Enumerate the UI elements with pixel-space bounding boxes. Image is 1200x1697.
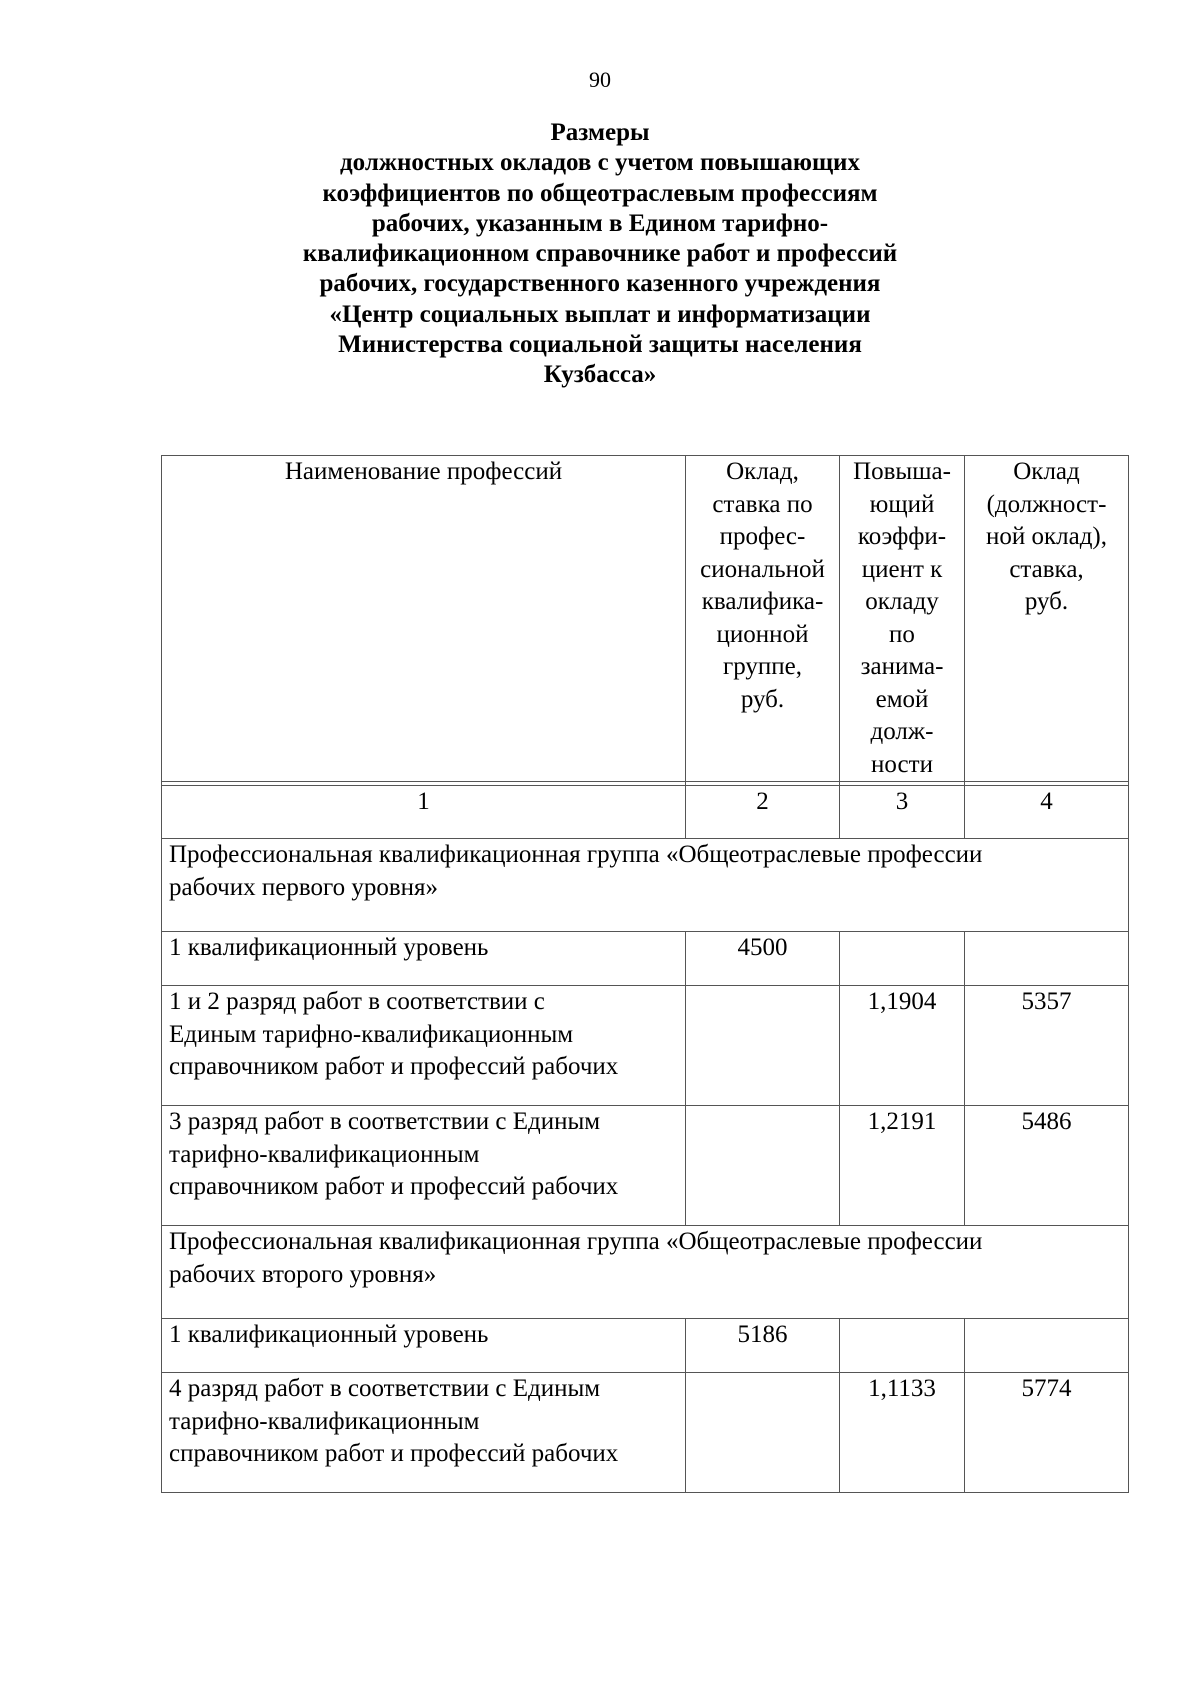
- title-line: коэффициентов по общеотраслевым профессиям: [322, 179, 878, 207]
- header-line: руб.: [1024, 588, 1069, 615]
- header-line: ности: [871, 750, 933, 778]
- header-line: Оклад,: [726, 458, 799, 485]
- rank-coefficient: 1,1133: [840, 1373, 965, 1493]
- rank-line: справочником работ и профессий рабочих: [169, 1053, 619, 1080]
- title-line: «Центр социальных выплат и информатизации: [329, 300, 871, 328]
- rank-description: [162, 1106, 686, 1226]
- header-line: (должност-: [986, 490, 1107, 518]
- header-line: емой: [875, 685, 929, 713]
- header-line: сиональной: [700, 555, 825, 583]
- group-title-line: рабочих второго уровня»: [169, 1260, 437, 1288]
- group-title: [162, 1226, 1129, 1319]
- header-line: ющий: [869, 490, 935, 518]
- page-number: 90: [589, 67, 611, 92]
- level-salary: 4500: [686, 932, 840, 986]
- column-number: 2: [686, 786, 840, 839]
- title-line: Размеры: [550, 119, 650, 146]
- rank-line: 3 разряд работ в соответствии с Единым: [169, 1108, 601, 1135]
- title-line: квалификационном справочнике работ и профессий: [302, 240, 898, 268]
- rank-line: 1 и 2 разряд работ в соответствии с: [169, 988, 545, 1015]
- salary-table: [161, 455, 1129, 1493]
- rank-description: [162, 986, 686, 1106]
- header-line: Повыша-: [853, 458, 951, 485]
- header-line: окладу: [865, 588, 939, 615]
- rank-row: [162, 1106, 1129, 1226]
- header-line: Наименование профессий: [284, 458, 563, 485]
- header-line: ставка,: [1009, 555, 1084, 583]
- title-line: Кузбасса»: [543, 361, 657, 389]
- group-title-line: рабочих первого уровня»: [169, 873, 439, 901]
- title-line: Министерства социальной защиты населения: [338, 331, 862, 359]
- table-header-row: [162, 456, 1129, 782]
- header-line: группе,: [722, 653, 803, 680]
- level-salary: 5186: [686, 1319, 840, 1373]
- header-profession-name: [162, 456, 686, 782]
- column-number-row: [162, 786, 1129, 839]
- title-line: рабочих, государственного казенного учреждения: [319, 270, 881, 298]
- rank-line: тарифно-квалификационным: [169, 1140, 480, 1168]
- level-name: 1 квалификационный уровень: [162, 1319, 686, 1373]
- header-coefficient: [840, 456, 965, 782]
- header-line: ной оклад),: [985, 523, 1108, 550]
- header-total-salary: [965, 456, 1129, 782]
- level-row: [162, 1319, 1129, 1373]
- column-number: 4: [965, 786, 1129, 839]
- title-line: должностных окладов с учетом повышающих: [340, 149, 860, 177]
- rank-description: [162, 1373, 686, 1493]
- group-title-line: Профессиональная квалификационная группа «Общеотраслевые профессии: [169, 1228, 983, 1255]
- header-line: руб.: [740, 685, 785, 713]
- rank-coefficient: 1,1904: [840, 986, 965, 1106]
- header-line: квалифика-: [701, 588, 824, 615]
- rank-total: 5774: [965, 1373, 1129, 1493]
- header-line: ционной: [716, 620, 809, 648]
- header-line: занима-: [860, 653, 944, 680]
- header-line: профес-: [719, 523, 806, 550]
- header-line: ставка по: [712, 490, 813, 518]
- header-base-salary: [686, 456, 840, 782]
- rank-line: 4 разряд работ в соответствии с Единым: [169, 1375, 601, 1402]
- rank-row: [162, 986, 1129, 1106]
- level-row: [162, 932, 1129, 986]
- column-number: 3: [840, 786, 965, 839]
- header-line: коэффи-: [857, 523, 947, 550]
- header-line: циент к: [861, 555, 943, 583]
- header-line: по: [889, 620, 915, 648]
- group-title: [162, 839, 1129, 932]
- rank-coefficient: 1,2191: [840, 1106, 965, 1226]
- level-name: 1 квалификационный уровень: [162, 932, 686, 986]
- header-line: Оклад: [1013, 458, 1080, 485]
- rank-line: Единым тарифно-квалификационным: [169, 1020, 574, 1048]
- rank-row: [162, 1373, 1129, 1493]
- rank-line: справочником работ и профессий рабочих: [169, 1440, 619, 1467]
- group-row: [162, 839, 1129, 932]
- rank-total: 5357: [965, 986, 1129, 1106]
- rank-line: тарифно-квалификационным: [169, 1407, 480, 1435]
- header-line: долж-: [870, 718, 934, 745]
- rank-line: справочником работ и профессий рабочих: [169, 1173, 619, 1200]
- title-line: рабочих, указанным в Едином тарифно-: [371, 209, 829, 237]
- document-title: [200, 118, 1000, 391]
- group-title-line: Профессиональная квалификационная группа «Общеотраслевые профессии: [169, 841, 983, 868]
- column-number: 1: [162, 786, 686, 839]
- group-row: [162, 1226, 1129, 1319]
- rank-total: 5486: [965, 1106, 1129, 1226]
